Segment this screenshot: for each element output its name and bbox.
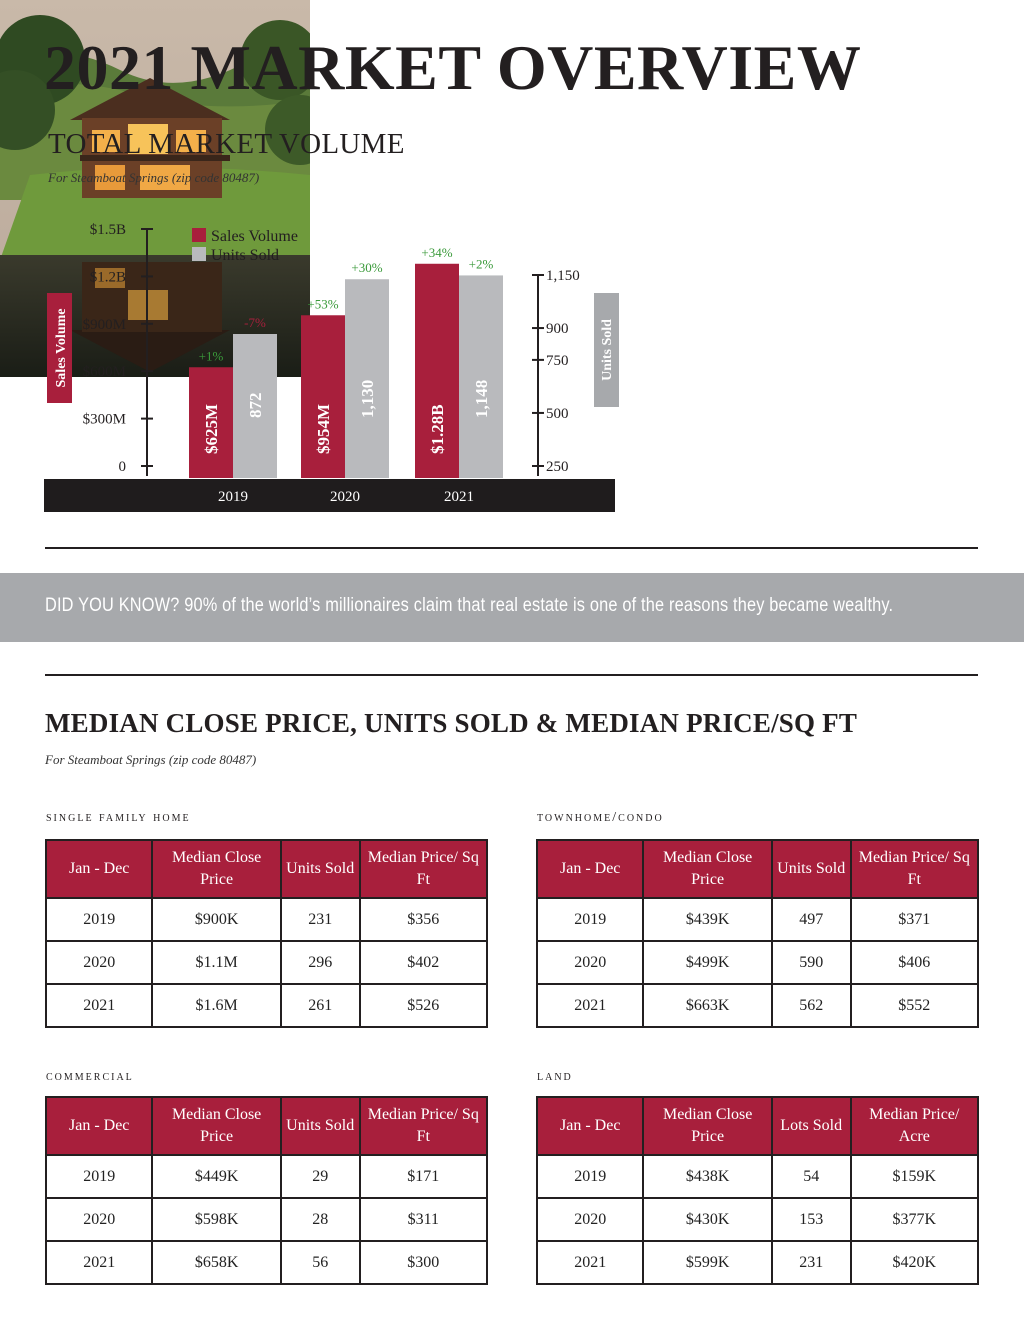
did-you-know-banner xyxy=(0,573,1024,642)
right-axis-tick-label: 900 xyxy=(546,321,569,338)
table-cell: $1.6M xyxy=(152,984,280,1027)
table-cell: $1.1M xyxy=(152,941,280,984)
table-header-cell: Jan - Dec xyxy=(537,840,643,898)
table-cell: $356 xyxy=(360,898,487,941)
table-header-cell: Jan - Dec xyxy=(46,840,152,898)
table-header-cell: Lots Sold xyxy=(772,1097,851,1155)
table-cell: 153 xyxy=(772,1198,851,1241)
bar-label-sales: $625M xyxy=(202,403,221,454)
table-row xyxy=(537,1241,978,1284)
table-row xyxy=(46,898,487,941)
table-cell: $159K xyxy=(851,1155,978,1198)
x-axis-category-label: 2019 xyxy=(218,489,248,505)
right-axis-tick-label: 750 xyxy=(546,352,569,369)
table-cell: 2021 xyxy=(537,984,643,1027)
table-header-cell: Units Sold xyxy=(772,840,851,898)
bar-label-sales: $954M xyxy=(314,403,333,454)
table-cell: 54 xyxy=(772,1155,851,1198)
x-axis-category-label: 2021 xyxy=(444,489,474,505)
legend-label-sales: Sales Volume xyxy=(211,228,298,245)
single-family-label: single family home xyxy=(46,810,191,825)
divider-top xyxy=(45,547,978,549)
table-row xyxy=(537,984,978,1027)
legend-label-units: Units Sold xyxy=(211,247,280,264)
table-header-cell: Median Price/ Sq Ft xyxy=(851,840,978,898)
page-title: 2021 MARKET OVERVIEW xyxy=(44,32,862,103)
table-cell: $171 xyxy=(360,1155,487,1198)
left-axis-tick-label: 0 xyxy=(118,459,126,475)
townhome-label: townhome/condo xyxy=(537,810,664,825)
single-family-table xyxy=(45,839,488,1028)
table-cell: $663K xyxy=(643,984,771,1027)
table-cell: 2020 xyxy=(46,941,152,984)
table-row xyxy=(537,1198,978,1241)
table-cell: $598K xyxy=(152,1198,280,1241)
left-axis-label: Sales Volume xyxy=(54,308,69,388)
table-cell: $402 xyxy=(360,941,487,984)
table-cell: 590 xyxy=(772,941,851,984)
table-cell: 2019 xyxy=(537,898,643,941)
median-section-subtitle: For Steamboat Springs (zip code 80487) xyxy=(45,752,257,767)
table-row xyxy=(46,941,487,984)
table-row xyxy=(46,1198,487,1241)
right-axis-tick-label: 500 xyxy=(546,405,569,422)
left-axis-tick-label: $300M xyxy=(82,411,126,428)
table-header-cell: Jan - Dec xyxy=(537,1097,643,1155)
median-section-title: MEDIAN CLOSE PRICE, UNITS SOLD & MEDIAN PRICE/SQ FT xyxy=(45,708,858,738)
did-you-know-text: DID YOU KNOW? 90% of the world’s millionaires claim that real estate is one of the reasons they became wealthy. xyxy=(45,595,894,616)
table-header-row xyxy=(537,1097,978,1155)
right-axis-tick-label: 250 xyxy=(546,459,569,475)
table-cell: $449K xyxy=(152,1155,280,1198)
commercial-table xyxy=(45,1096,488,1285)
table-cell: 2019 xyxy=(46,1155,152,1198)
table-header-row xyxy=(537,840,978,898)
table-header-cell: Jan - Dec xyxy=(46,1097,152,1155)
change-label-sales: +53% xyxy=(307,296,339,312)
table-row xyxy=(537,941,978,984)
legend-swatch-units xyxy=(192,247,206,261)
table-cell: $599K xyxy=(643,1241,771,1284)
change-label-sales: +34% xyxy=(421,244,453,260)
table-cell: 56 xyxy=(281,1241,360,1284)
table-cell: 2020 xyxy=(537,941,643,984)
market-volume-title: TOTAL MARKET VOLUME xyxy=(48,128,405,160)
table-cell: $439K xyxy=(643,898,771,941)
table-header-row xyxy=(46,840,487,898)
table-cell: 562 xyxy=(772,984,851,1027)
table-row xyxy=(537,1155,978,1198)
table-row xyxy=(46,1241,487,1284)
townhome-table xyxy=(536,839,979,1028)
left-axis-tick-label: $1.5B xyxy=(89,222,126,238)
table-row xyxy=(46,1155,487,1198)
table-cell: 28 xyxy=(281,1198,360,1241)
change-label-units: +30% xyxy=(351,260,383,276)
table-cell: 231 xyxy=(772,1241,851,1284)
bar-label-units: 1,148 xyxy=(472,379,491,418)
bar-label-sales: $1.28B xyxy=(428,404,447,454)
table-header-cell: Median Price/ Sq Ft xyxy=(360,1097,487,1155)
table-cell: $658K xyxy=(152,1241,280,1284)
table-cell: $377K xyxy=(851,1198,978,1241)
x-axis-category-label: 2020 xyxy=(330,489,360,505)
table-cell: $900K xyxy=(152,898,280,941)
table-row xyxy=(537,898,978,941)
table-header-cell: Median Close Price xyxy=(643,840,771,898)
left-axis-tick-label: $600M xyxy=(82,364,126,381)
table-cell: $371 xyxy=(851,898,978,941)
left-axis-tick-label: $1.2B xyxy=(89,269,126,286)
market-volume-chart xyxy=(40,210,620,515)
table-cell: 497 xyxy=(772,898,851,941)
table-cell: $526 xyxy=(360,984,487,1027)
table-header-cell: Median Price/ Acre xyxy=(851,1097,978,1155)
divider-bottom xyxy=(45,674,978,676)
market-volume-subtitle: For Steamboat Springs (zip code 80487) xyxy=(48,170,260,185)
table-cell: 2021 xyxy=(46,984,152,1027)
table-cell: 2020 xyxy=(537,1198,643,1241)
chart-layer xyxy=(44,222,619,512)
table-header-cell: Median Close Price xyxy=(152,840,280,898)
bar-label-units: 1,130 xyxy=(358,379,377,418)
table-header-cell: Units Sold xyxy=(281,840,360,898)
left-axis-tick-label: $900M xyxy=(82,316,126,333)
table-cell: 231 xyxy=(281,898,360,941)
table-cell: $406 xyxy=(851,941,978,984)
land-table xyxy=(536,1096,979,1285)
table-header-row xyxy=(46,1097,487,1155)
right-axis-label: Units Sold xyxy=(600,319,615,381)
table-cell: 2019 xyxy=(46,898,152,941)
change-label-units: -7% xyxy=(244,314,266,330)
change-label-sales: +1% xyxy=(198,348,224,364)
commercial-label: commercial xyxy=(46,1069,134,1084)
table-cell: $300 xyxy=(360,1241,487,1284)
table-cell: 2021 xyxy=(46,1241,152,1284)
bar-units-sold xyxy=(345,279,389,478)
legend-swatch-sales xyxy=(192,228,206,242)
table-cell: 29 xyxy=(281,1155,360,1198)
table-cell: 2019 xyxy=(537,1155,643,1198)
table-header-cell: Median Close Price xyxy=(643,1097,771,1155)
table-cell: $552 xyxy=(851,984,978,1027)
table-cell: $311 xyxy=(360,1198,487,1241)
table-cell: 296 xyxy=(281,941,360,984)
table-cell: 2021 xyxy=(537,1241,643,1284)
bar-units-sold xyxy=(459,275,503,478)
table-header-cell: Units Sold xyxy=(281,1097,360,1155)
table-cell: $420K xyxy=(851,1241,978,1284)
table-cell: $430K xyxy=(643,1198,771,1241)
land-label: land xyxy=(537,1069,573,1084)
table-header-cell: Median Price/ Sq Ft xyxy=(360,840,487,898)
table-cell: 2020 xyxy=(46,1198,152,1241)
bar-label-units: 872 xyxy=(246,392,265,418)
table-cell: $438K xyxy=(643,1155,771,1198)
change-label-units: +2% xyxy=(468,256,494,272)
table-header-cell: Median Close Price xyxy=(152,1097,280,1155)
table-cell: 261 xyxy=(281,984,360,1027)
table-cell: $499K xyxy=(643,941,771,984)
right-axis-tick-label: 1,150 xyxy=(546,268,580,284)
table-row xyxy=(46,984,487,1027)
